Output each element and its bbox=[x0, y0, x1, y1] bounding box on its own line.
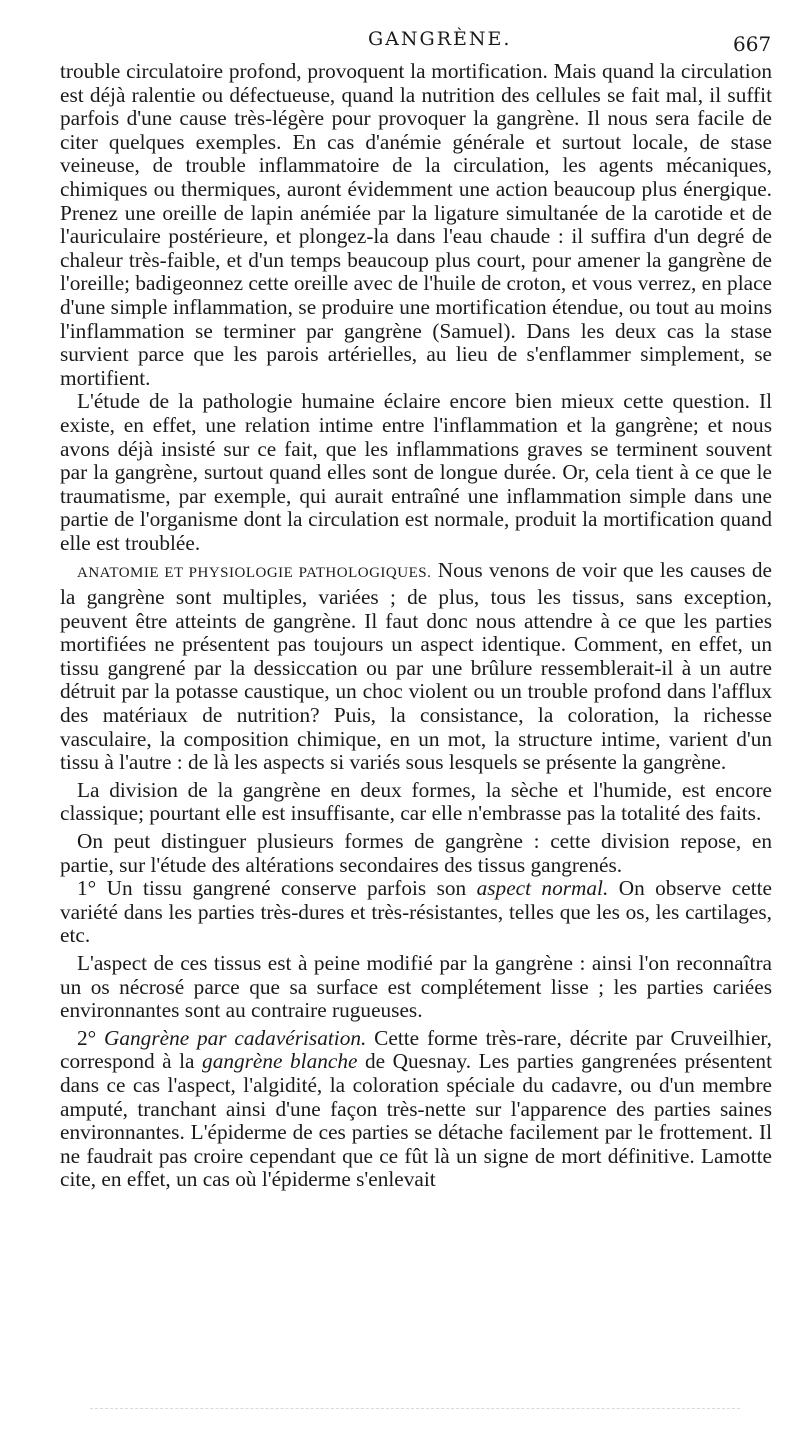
paragraph-cadaverisation bbox=[60, 1027, 772, 1192]
running-title: GANGRÈNE. bbox=[368, 28, 512, 50]
term-cadaverisation: Gangrène par cadavérisation. bbox=[104, 1025, 367, 1050]
running-head bbox=[0, 28, 800, 58]
paragraph-cadaverisation-text-a: Cette forme très-rare, décrite par Cruveilhier, correspond à la bbox=[60, 1025, 772, 1074]
paragraph-cadaverisation-text-b: de Quesnay. Les parties gangrenées présentent dans ce cas l'aspect, l'algidité, la coloration spéciale du cadavre, ou d'un membre amputé, tranchant ainsi d'une façon très-nette sur l'apparence des parties saines environnantes. L'épiderme de ces parties se détache facilement par le frottement. Il ne faudrait pas croire cependant que ce fût là un signe de mort définitive. Lamotte cite, en effet, un cas où l'épiderme s'enlevait bbox=[60, 1049, 772, 1192]
paragraph-aspect-normal bbox=[60, 877, 772, 948]
paragraph-anatomy-text: Nous venons de voir que les causes de la gangrène sont multiples, variées ; de plus, tous les tissus, sans exception, peuvent être atteints de gangrène. Il faut donc nous attendre à ce que les parties mortifiées ne présentent pas toujours un aspect identique. Comment, en effet, un tissu gangrené par la dessiccation ou par une brûlure ressemblerait-il à un autre détruit par la potasse caustique, un choc violent ou un trouble profond dans l'afflux des matériaux de nutrition? Puis, la consistance, la coloration, la richesse vasculaire, la composition chimique, en un mot, la structure intime, varient d'un tissu à l'autre : de là les aspects si variés sous lesquels se présente la gangrène. bbox=[60, 558, 772, 775]
section-heading: ANATOMIE ET PHYSIOLOGIE PATHOLOGIQUES. bbox=[77, 565, 432, 582]
list-number-2: 2° bbox=[77, 1025, 104, 1050]
paragraph-division: La division de la gangrène en deux formes, la sèche et l'humide, est encore classique; pourtant elle est insuffisante, car elle n'embrasse pas la totalité des faits. bbox=[60, 777, 772, 826]
page-number: 667 bbox=[733, 32, 772, 56]
body-text bbox=[60, 60, 772, 1192]
term-gangrene-blanche: gangrène blanche bbox=[202, 1049, 358, 1074]
paragraph-anatomy bbox=[60, 559, 772, 774]
list-number-1: 1° Un tissu gangrené conserve parfois son bbox=[77, 876, 477, 901]
paragraph-necrosis: L'aspect de ces tissus est à peine modifié par la gangrène : ainsi l'on reconnaîtra un os nécrosé parce que sa surface est complétement lisse ; les parties cariées environnantes sont au contraire rugueuses. bbox=[60, 950, 772, 1023]
paragraph-pathology: L'étude de la pathologie humaine éclaire encore bien mieux cette question. Il existe, en effet, une relation intime entre l'inflammation et la gangrène; et nous avons déjà insisté sur ce fait, que les inflammations graves se terminent souvent par la gangrène, surtout quand elles sont de longue durée. Or, cela tient à ce que le traumatisme, par exemple, qui aurait entraîné une inflammation simple dans une partie de l'organisme dont la circulation est normale, produit la mortification quand elle est troublée. bbox=[60, 389, 772, 555]
paragraph-aspect-normal-text: On observe cette variété dans les parties très-dures et très-résistantes, telles que les os, les cartilages, etc. bbox=[60, 876, 772, 948]
footer-bleed-line bbox=[90, 1408, 740, 1409]
paragraph-continued: trouble circulatoire profond, provoquent la mortification. Mais quand la circulation est déjà ralentie ou défectueuse, quand la nutrition des cellules se fait mal, il suffit parfois d'une cause très-légère pour provoquer la gangrène. Il nous sera facile de citer quelques exemples. En cas d'anémie générale et surtout locale, de stase veineuse, de trouble inflammatoire de la circulation, les agents mécaniques, chimiques ou thermiques, auront évidemment une action beaucoup plus énergique. Prenez une oreille de lapin anémiée par la ligature simultanée de la carotide et de l'auriculaire postérieure, et plongez-la dans l'eau chaude : il suffira d'un degré de chaleur très-faible, et d'un temps beaucoup plus court, pour amener la gangrène de l'oreille; badigeonnez cette oreille avec de l'huile de croton, et vous verrez, en place d'une simple inflammation, se produire une mortification étendue, ou tout au moins l'inflammation se terminer par gangrène (Samuel). Dans les deux cas la stase survient parce que les parois artérielles, au lieu de s'enflammer simplement, se mortifient. bbox=[60, 59, 772, 390]
term-aspect-normal: aspect normal. bbox=[476, 876, 609, 901]
paragraph-forms: On peut distinguer plusieurs formes de gangrène : cette division repose, en partie, sur l'étude des altérations secondaires des tissus gangrenés. bbox=[60, 829, 772, 877]
